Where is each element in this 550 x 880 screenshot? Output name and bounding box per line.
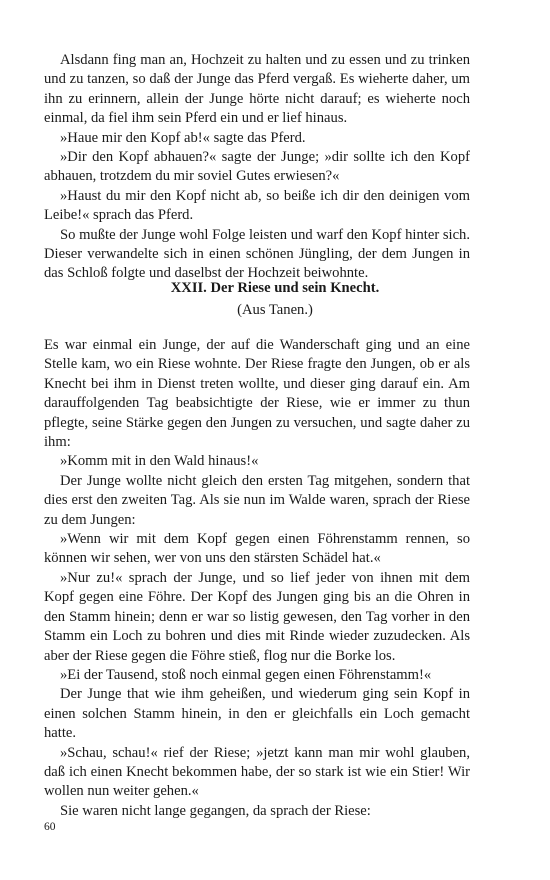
paragraph: So mußte der Junge wohl Folge leisten und warf den Kopf hinter sich. Dieser verwandelte sich in einen schönen Jüngling, der dem Jungen in das Schloß folgte und daselbst der Hochzeit beiwohnte.: [44, 226, 470, 282]
paragraph: »Ei der Tausend, stoß noch einmal gegen einen Föhrenstamm!«: [60, 666, 432, 683]
paragraph: »Dir den Kopf abhauen?« sagte der Junge; »dir sollte ich den Kopf abhauen, trotzdem du mir soviel Gutes erwiesen?«: [44, 149, 470, 185]
paragraph: »Nur zu!« sprach der Junge, und so lief jeder von ihnen mit dem Kopf gegen eine Föhre. Der Kopf des Jungen ging bis an die Ohren in den Stamm hinein; denn er war so listig gewesen, den Tag vorher in den Stamm ein Loch zu bohren und dies mit Rinde wieder zuzudecken. Als aber der Riese gegen die Föhre stieß, flog nur die Borke los.: [44, 569, 470, 664]
page-number: 60: [44, 821, 56, 833]
paragraph: »Haust du mir den Kopf nicht ab, so beiße ich dir den deinigen vom Leibe!« sprach das Pferd.: [44, 187, 470, 224]
paragraph: Der Junge wollte nicht gleich den ersten Tag mitgehen, sondern that dies erst den zweiten Tag. Als sie nun im Walde waren, sprach der Riese zu dem Jungen:: [44, 472, 470, 528]
story-conclusion-text: [44, 51, 470, 284]
paragraph: »Haue mir den Kopf ab!« sagte das Pferd.: [60, 129, 306, 146]
paragraph: Alsdann fing man an, Hochzeit zu halten und zu essen und zu trinken und zu tanzen, so daß der Junge das Pferd vergaß. Es wieherte daher, um ihn zu erinnern, allein der Junge hörte nicht darauf; es wieherte noch einmal, da fiel ihm sein Pferd ein und er lief hinaus.: [44, 52, 470, 127]
paragraph: »Komm mit in den Wald hinaus!«: [60, 453, 259, 470]
chapter-title: XXII. Der Riese und sein Knecht.: [170, 280, 380, 296]
chapter-body-text: [44, 336, 470, 821]
paragraph: »Schau, schau!« rief der Riese; »jetzt kann man mir wohl glauben, daß ich einen Knecht bekommen habe, der so stark ist wie ein Stier! Wir wollen nun weiter gehen.«: [44, 744, 470, 800]
chapter-source: (Aus Tanen.): [237, 302, 313, 318]
paragraph: Es war einmal ein Junge, der auf die Wanderschaft ging und an eine Stelle kam, wo ein Riese wohnte. Der Riese fragte den Jungen, ob er als Knecht bei ihm in Dienst treten wollte, und dieser ging darauf ein. Am darauffolgenden Tag beabsichtigte der Riese, wie er immer zu thun pflegte, seine Stärke gegen den Jungen zu versuchen, und sagte daher zu ihm:: [44, 337, 470, 451]
paragraph: Der Junge that wie ihm geheißen, und wiederum ging sein Kopf in einen solchen Stamm hinein, in den er gleichfalls ein Loch gemacht hatte.: [44, 686, 470, 742]
paragraph: Sie waren nicht lange gegangen, da sprach der Riese:: [60, 802, 371, 819]
paragraph: »Wenn wir mit dem Kopf gegen einen Föhrenstamm rennen, so können wir sehen, wer von uns den stärsten Schädel hat.«: [44, 531, 470, 567]
